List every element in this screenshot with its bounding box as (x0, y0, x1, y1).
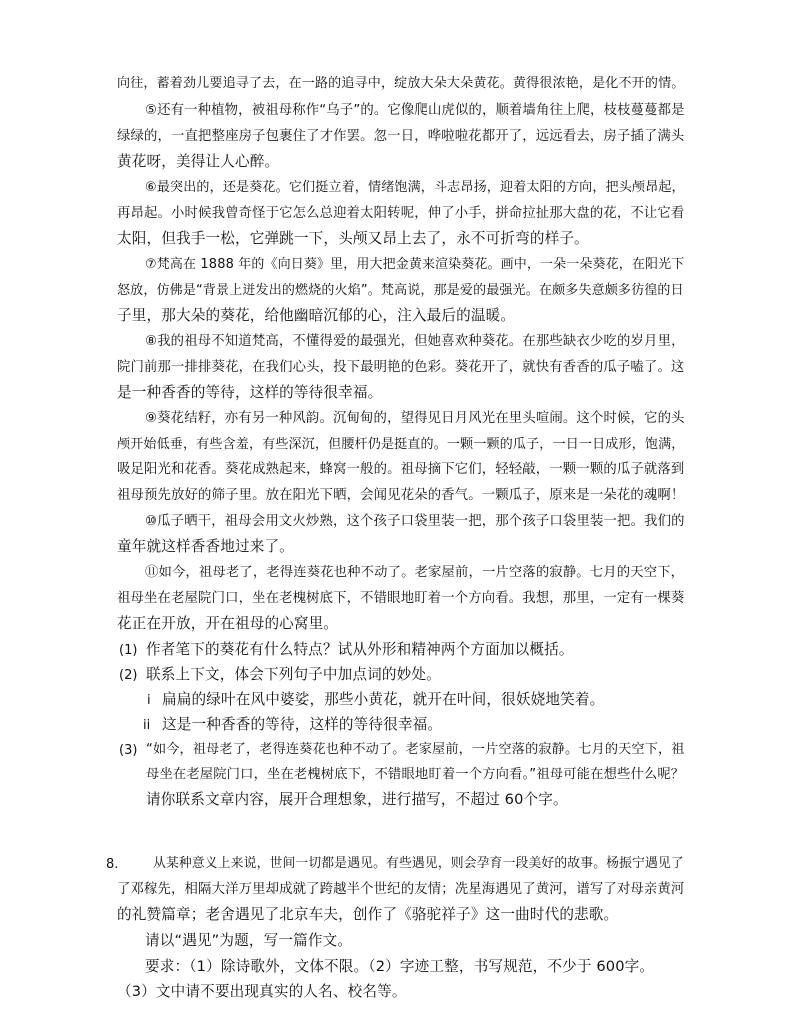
essay-intro-line: 从某种意义上来说，世间一切都是遇见。有些遇见，则会孕育一段美好的故事。杨振宁遇见了 (153, 856, 684, 871)
essay-requirements-extra: （3）文中请不要出现真实的人名、校名等。 (117, 983, 407, 1000)
question-2-text: 联系上下文，体会下列句子中加点词的妙处。 (146, 666, 441, 683)
question-2-number: (2) (119, 668, 138, 683)
question-3-line: 请你联系文章内容，展开合理想象，进行描写，不超过 60个字。 (146, 791, 568, 808)
paragraph-11-line: 花正在开放，开在祖母的心窝里。 (117, 615, 339, 632)
paragraph-6-line: ⑥最突出的，还是葵花。它们挺立着，情绪饱满，斗志昂扬，迎着太阳的方向，把头颅昂起， (145, 180, 685, 195)
essay-requirements: 要求：（1）除诗歌外，文体不限。（2）字迹工整，书写规范，不少于 600字。 (145, 958, 655, 975)
question-2-ii-number: ii (143, 718, 151, 733)
question-3-number: (3) (119, 743, 138, 758)
question-2-i-number: i (147, 693, 151, 708)
question-2-i-text: 扁扁的绿叶在风中婆娑，那些小黄花，就开在叶间，很妖娆地笑着。 (162, 691, 605, 708)
paragraph-11-line: 祖母坐在老屋院门口，坐在老槐树底下，不错眼地盯着一个方向看。我想，那里，一定有一棵葵 (117, 591, 685, 606)
paragraph-10-line: 童年就这样香香地过来了。 (117, 538, 294, 555)
question-3-line: 母坐在老屋院门口，坐在老槐树底下，不错眼地盯着一个方向看。”祖母可能在想些什么呢？ (146, 767, 685, 782)
paragraph-4-tail: 向往，蓄着劲儿要追寻了去，在一路的追寻中，绽放大朵大朵黄花。黄得很浓艳，是化不开的情。 (117, 76, 685, 91)
paragraph-7-line: ⑦梵高在 1888 年的《向日葵》里，用大把金黄来渲染葵花。画中，一朵一朵葵花，在阳光下 (145, 257, 685, 272)
paragraph-6-line: 太阳，但我手一松，它弹跳一下，头颅又昂上去了，永不可折弯的样子。 (117, 230, 589, 247)
paragraph-9-line: ⑨葵花结籽，亦有另一种风韵。沉甸甸的，望得见日月风光在里头喧闹。这个时候，它的头 (145, 411, 685, 426)
paragraph-7-line: 子里，那大朵的葵花，给他幽暗沉郁的心，注入最后的温暖。 (117, 307, 516, 324)
paragraph-9-line: 吸足阳光和花香。葵花成熟起来，蜂窝一般的。祖母摘下它们，轻轻敲，一颗一颗的瓜子就落到 (117, 462, 685, 477)
paragraph-9-line: 祖母预先放好的筛子里。放在阳光下晒，会闻见花朵的香气。一颗瓜子，原来是一朵花的魂啊！ (117, 488, 685, 503)
paragraph-11-line: ⑪如今，祖母老了，老得连葵花也种不动了。老家屋前，一片空落的寂静。七月的天空下， (145, 565, 685, 580)
paragraph-6-line: 再昂起。小时候我曾奇怪于它怎么总迎着太阳转呢，伸了小手，拼命拉扯那大盘的花，不让它看 (117, 206, 685, 221)
question-1-number: (1) (119, 643, 138, 658)
paragraph-5-line: 黄花呀，美得让人心醉。 (117, 153, 280, 170)
paragraph-8-line: 是一种香香的等待，这样的等待很幸福。 (117, 384, 383, 401)
paragraph-8-line: 院门前那一排排葵花，在我们心头，投下最明艳的色彩。葵花开了，就快有香香的瓜子嗑了。这 (117, 360, 685, 375)
question-1-text: 作者笔下的葵花有什么特点？试从外形和精神两个方面加以概括。 (146, 641, 574, 658)
essay-intro-line: 的礼赞篇章；老舍遇见了北京车夫，创作了《骆驼祥子》这一曲时代的悲歌。 (117, 906, 619, 923)
paragraph-10-line: ⑩瓜子晒干，祖母会用文火炒熟，这个孩子口袋里装一把，那个孩子口袋里装一把。我们的 (145, 514, 685, 529)
paragraph-5-line: ⑤还有一种植物，被祖母称作“乌子”的。它像爬山虎似的，顺着墙角往上爬，枝枝蔓蔓都是 (145, 103, 685, 118)
paragraph-9-line: 颅开始低垂，有些含羞，有些深沉，但腰杆仍是挺直的。一颗一颗的瓜子，一日一日成形，饱满， (117, 437, 685, 452)
question-2-ii-text: 这是一种香香的等待，这样的等待很幸福。 (162, 716, 443, 733)
question-3-line: “如今，祖母老了，老得连葵花也种不动了。老家屋前，一片空落的寂静。七月的天空下，祖 (146, 742, 685, 757)
paragraph-8-line: ⑧我的祖母不知道梵高，不懂得爱的最强光，但她喜欢种葵花。在那些缺衣少吃的岁月里， (145, 334, 685, 349)
paragraph-5-line: 绿绿的，一直把整座房子包裹住了才作罢。忽一日，哗啦啦花都开了，远远看去，房子插了满头 (117, 129, 685, 144)
essay-intro-line: 了邓稼先，相隔大洋万里却成就了跨越半个世纪的友情；冼星海遇见了黄河，谱写了对母亲黄河 (117, 882, 685, 897)
essay-number: 8. (106, 857, 119, 872)
essay-prompt: 请以“遇见”为题，写一篇作文。 (145, 932, 353, 949)
paragraph-7-line: 怒放，仿佛是“背景上迸发出的燃烧的火焰”。梵高说，那是爱的最强光。在颇多失意颇多彷徨的日 (117, 283, 684, 298)
